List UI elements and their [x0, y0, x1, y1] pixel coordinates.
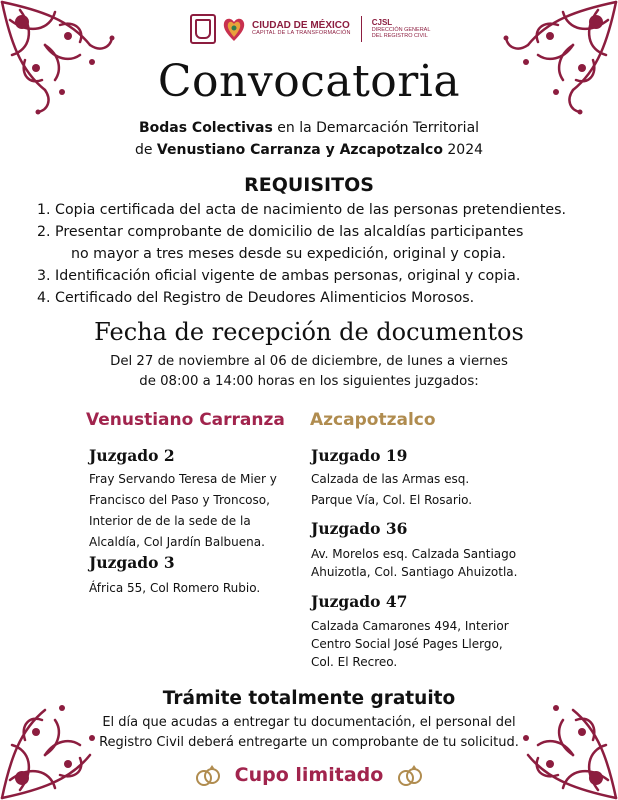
court-address-line: Centro Social José Pages Llergo, [311, 637, 503, 651]
org-line-2: DEL REGISTRO CIVIL [371, 33, 428, 40]
court-name: Juzgado 19 [311, 446, 408, 465]
subtitle-bold-2: Venustiano Carranza y Azcapotzalco [156, 142, 443, 158]
org-line-1: DIRECCIÓN GENERAL [371, 27, 431, 34]
heart-logo-icon [222, 15, 246, 43]
footer-note-line-1: El día que acudas a entregar tu documentación, el personal del [102, 715, 516, 730]
court-address-line: Calzada de las Armas esq. [311, 472, 470, 486]
subtitle-post-2: 2024 [442, 142, 484, 158]
reception-line-2: de 08:00 a 14:00 horas en los siguientes juzgados: [139, 374, 479, 389]
subtitle-line-1 [0, 120, 618, 136]
subtitle-rest-1: en la Demarcación Territorial [272, 120, 480, 136]
wedding-rings-icon [395, 762, 425, 788]
court-address-line: Alcaldía, Col Jardín Balbuena. [89, 535, 265, 549]
court-name: Juzgado 47 [311, 592, 408, 611]
court-address-line: Parque Vía, Col. El Rosario. [311, 493, 473, 507]
org-acronym: CJSL [371, 17, 393, 27]
page-title: Convocatoria [157, 56, 461, 107]
limited-capacity-text: Cupo limitado [234, 764, 384, 786]
court-address-line: Ahuizotla, Col. Santiago Ahuizotla. [311, 565, 518, 579]
court-name: Juzgado 36 [311, 519, 408, 538]
requirements-title: REQUISITOS [244, 174, 374, 196]
requirement-item: 4. Certificado del Registro de Deudores Alimenticios Morosos. [37, 290, 475, 306]
requirement-item: 3. Identificación oficial vigente de ambas personas, original y copia. [37, 268, 521, 284]
logo-divider [361, 16, 362, 42]
court-address-line: Fray Servando Teresa de Mier y [89, 472, 277, 486]
org-block [372, 19, 431, 40]
azcapotzalco-heading: Azcapotzalco [310, 410, 436, 430]
brand-title: CIUDAD DE MÉXICO [252, 19, 350, 31]
court-address-line: Francisco del Paso y Troncoso, [89, 493, 270, 507]
reception-line-1: Del 27 de noviembre al 06 de diciembre, de lunes a viernes [110, 354, 508, 369]
court-address-line: África 55, Col Romero Rubio. [89, 581, 261, 595]
free-procedure-title: Trámite totalmente gratuito [162, 688, 456, 709]
court-address-line: Col. El Recreo. [311, 655, 398, 669]
court-name: Juzgado 2 [89, 446, 175, 465]
subtitle-line-2 [0, 142, 618, 158]
subtitle-pre-2: de [134, 142, 157, 158]
court-address-line: Interior de de la sede de la [89, 514, 251, 528]
court-address-line: Av. Morelos esq. Calzada Santiago [311, 547, 517, 561]
subtitle-bold-1: Bodas Colectivas [138, 120, 273, 136]
header-logos [190, 12, 430, 46]
requirement-item: 1. Copia certificada del acta de nacimiento de las personas pretendientes. [37, 202, 567, 218]
wedding-rings-icon [193, 762, 223, 788]
limited-capacity [0, 762, 618, 788]
court-address-line: Calzada Camarones 494, Interior [311, 619, 509, 633]
reception-title: Fecha de recepción de documentos [94, 318, 524, 346]
court-name: Juzgado 3 [89, 553, 175, 572]
requirement-item: 2. Presentar comprobante de domicilio de las alcaldías participantes [37, 224, 524, 240]
city-seal-icon [190, 14, 216, 44]
requirement-item-continued: no mayor a tres meses desde su expedición, original y copia. [71, 246, 506, 262]
footer-note-line-2: Registro Civil deberá entregarte un comprobante de tu solicitud. [99, 735, 519, 750]
brand-subtitle: CAPITAL DE LA TRANSFORMACIÓN [252, 30, 351, 37]
brand-block [252, 21, 351, 37]
venustiano-heading: Venustiano Carranza [86, 410, 285, 430]
